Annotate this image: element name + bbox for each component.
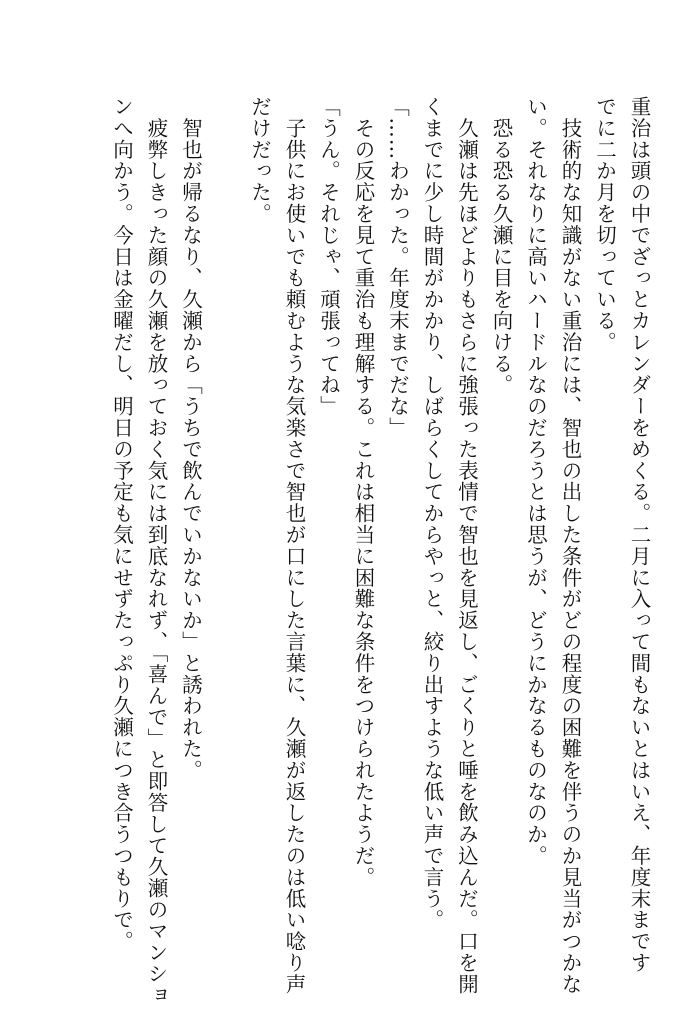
text-line: その反応を見て重治も理解する。これは相当に困難な条件をつけられたようだ。 (351, 96, 375, 888)
vertical-text-body (104, 96, 656, 1006)
blank-line (208, 96, 243, 976)
text-line: でに二か月を切っている。 (592, 96, 617, 353)
text-line: 智也が帰るなり、久瀬から「うちで飲んでいかないか」と誘われた。 (178, 96, 203, 781)
text-line: 「うん。それじゃ、頑張ってね」 (316, 96, 341, 417)
text-line: 疲弊しきった顔の久瀬を放っておく気には到底なれず、「喜んで」と即答して久瀬のマンショ (144, 96, 168, 1006)
text-line: 恐る恐る久瀬に目を向ける。 (489, 96, 513, 396)
text-line: 「……わかった。年度末までだな」 (385, 96, 410, 439)
text-line: だけだった。 (247, 96, 272, 225)
text-line: 久瀬は先ほどよりもさらに強張った表情で智也を見返し、ごくりと唾を飲み込んだ。口を開 (454, 96, 479, 995)
text-line: 重治は頭の中でざっとカレンダーをめくる。二月に入って間もないとはいえ、年度末まです (627, 96, 651, 974)
text-line: い。それなりに高いハードルなのだろうとは思うが、どうにかなるものなのか。 (523, 96, 548, 867)
text-line: ンへ向かう。今日は金曜だし、明日の予定も気にせずたっぷり久瀬につき合うつもりで。 (109, 96, 134, 952)
text-line: 技術的な知識がない重治には、智也の出した条件がどの程度の困難を伴うのか見当がつかな (558, 96, 582, 995)
text-line: くまでに少し時間がかかり、しばらくしてからやっと、絞り出すような低い声で言う。 (420, 96, 444, 931)
text-line: 子供にお使いでも頼むような気楽さで智也が口にした言葉に、久瀬が返したのは低い唸り声 (282, 96, 306, 995)
